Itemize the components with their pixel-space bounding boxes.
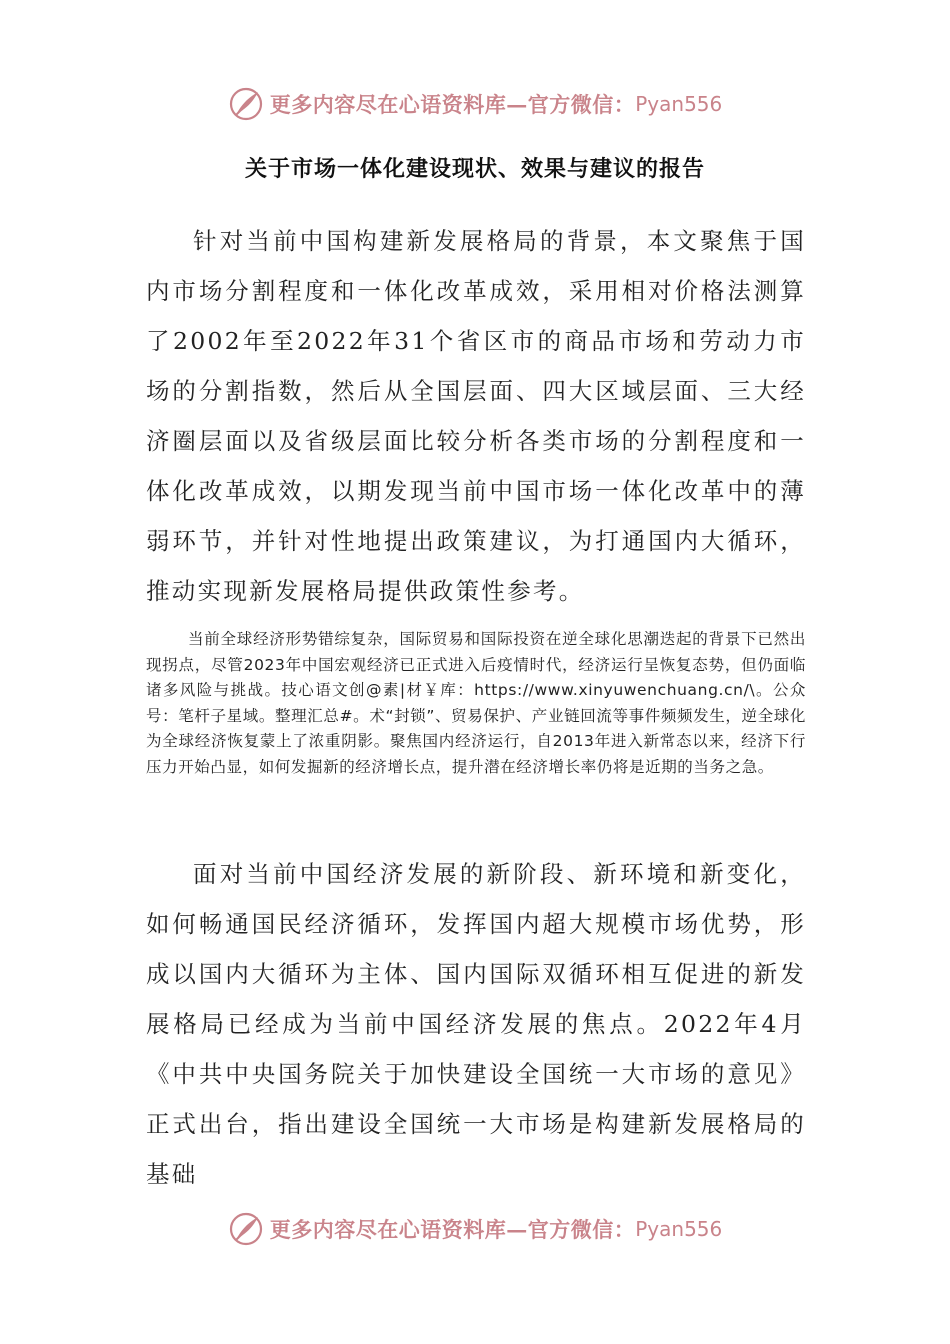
footer-banner bbox=[0, 1209, 950, 1249]
document-title: 关于市场一体化建设现状、效果与建议的报告 bbox=[244, 157, 705, 182]
header-banner bbox=[0, 84, 950, 124]
quill-logo-icon bbox=[228, 1211, 264, 1247]
banner-contact: Pyan556 bbox=[635, 1217, 723, 1241]
paragraph-context: 面对当前中国经济发展的新阶段、新环境和新变化，如何畅通国民经济循环，发挥国内超大规模市场优势，形成以国内大循环为主体、国内国际双循环相互促进的新发展格局已经成为当前中国经济发展的焦点。2022年4月《中共中央国务院关于加快建设全国统一大市场的意见》正式出台，指出建设全国统一大市场是构建新发展格局的基础 bbox=[146, 860, 806, 1188]
paragraph-intro: 针对当前中国构建新发展格局的背景，本文聚焦于国内市场分割程度和一体化改革成效，采用相对价格法测算了2002年至2022年31个省区市的商品市场和劳动力市场的分割指数，然后从全国层面、四大区域层面、三大经济圈层面以及省级层面比较分析各类市场的分割程度和一体化改革成效，以期发现当前中国市场一体化改革中的薄弱环节，并针对性地提出政策建议，为打通国内大循环，推动实现新发展格局提供政策性参考。 bbox=[146, 227, 806, 605]
quill-logo-icon bbox=[228, 86, 264, 122]
banner-text: 更多内容尽在心语资料库—官方微信： bbox=[269, 92, 636, 117]
paragraph-background: 当前全球经济形势错综复杂，国际贸易和国际投资在逆全球化思潮迭起的背景下已然出现拐点，尽管2023年中国宏观经济已正式进入后疫情时代，经济运行呈恢复态势，但仍面临诸多风险与挑战。技心语文创@素|材￥库：https://www.xinyuwenchuang.cn/\。公众号：笔杆子星域。整理汇总#。术“封锁”、贸易保护、产业链回流等事件频频发生，逆全球化为全球经济恢复蒙上了浓重阴影。聚焦国内经济运行，自2013年进入新常态以来，经济下行压力开始凸显，如何发掘新的经济增长点，提升潜在经济增长率仍将是近期的当务之急。 bbox=[146, 630, 806, 776]
banner-text: 更多内容尽在心语资料库—官方微信： bbox=[269, 1217, 636, 1242]
banner-contact: Pyan556 bbox=[635, 92, 723, 116]
